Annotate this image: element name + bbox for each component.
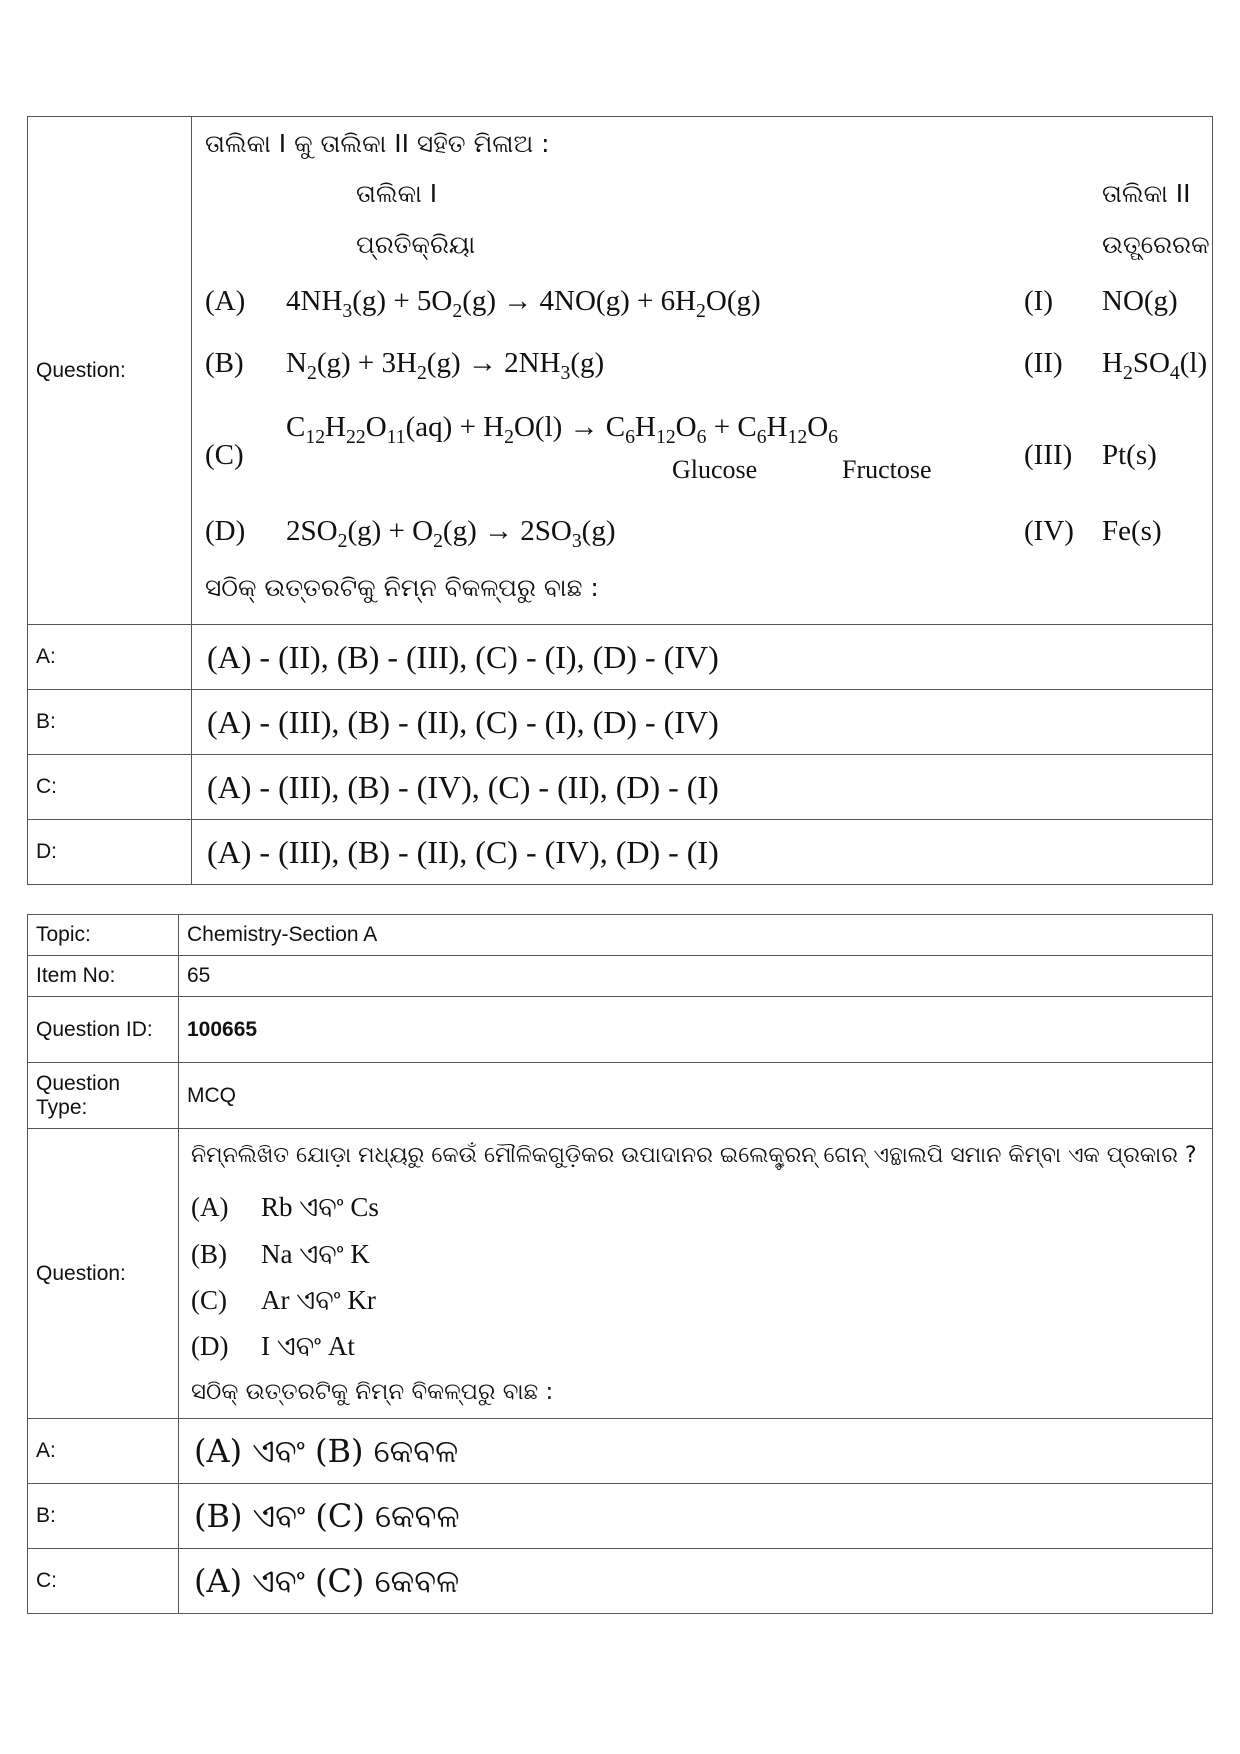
catalyst-ii: $H_2SO_4(l)$ [1102,347,1208,384]
option-text[interactable]: (A) ଏବଂ (C) କେବଳ [179,1549,1213,1614]
catalyst-roman-ii: (II) [1024,347,1063,379]
reaction-d-equation: $2SO_2(g) + O_2(g) \to 2SO_3(g)$ [286,515,616,552]
option-text[interactable]: (A) - (III), (B) - (II), (C) - (I), (D) - (IV) [192,690,1213,755]
option-text[interactable]: (A) - (III), (B) - (IV), (C) - (II), (D) - (I) [192,755,1213,820]
option-row[interactable] [28,1549,1213,1614]
reaction-c-equation: $C_{12}H_{22}O_{11}(aq) + H_2O(l) \to C_6H_{12}O_6 + C_6H_{12}O_6$ [286,411,839,448]
pair-key-d: (D) [191,1331,229,1361]
question-content-cell [179,1129,1213,1419]
option-label: A: [28,1419,179,1484]
reaction-a-equation: $4NH_3(g) + 5O_2(g) \to 4NO(g) + 6H_2O(g)$ [286,285,761,322]
choose-instruction: ସଠିକ୍ ଉତ୍ତରଟିକୁ ନିମ୍ନ ବିକଳ୍ପରୁ ବାଛ : [191,1379,554,1405]
glucose-label: Glucose [672,455,758,484]
option-label: D: [28,820,192,885]
list1-title: ତାଲିକା I [356,179,438,208]
question-id-value: 100665 [179,997,1213,1063]
choose-instruction: ସଠିକ୍ ଉତ୍ତରଟିକୁ ନିମ୍ନ ବିକଳ୍ପରୁ ବାଛ : [205,573,599,602]
catalyst-iii: Pt(s) [1102,439,1157,471]
option-label: B: [28,690,192,755]
list2-title: ତାଲିକା II [1102,179,1191,208]
item-no-label: Item No: [28,956,179,997]
item-no-value: 65 [179,956,1213,997]
option-text[interactable]: (B) ଏବଂ (C) କେବଳ [179,1484,1213,1549]
question-label-cell [28,117,192,625]
catalyst-roman-iv: (IV) [1024,515,1074,547]
pair-key-a: (A) [191,1192,229,1222]
option-row[interactable] [28,690,1213,755]
catalyst-i: NO(g) [1102,285,1178,317]
option-label: C: [28,1549,179,1614]
option-label: A: [28,625,192,690]
reaction-key-b: (B) [205,347,244,379]
topic-label: Topic: [28,915,179,956]
option-row[interactable] [28,1419,1213,1484]
pair-a: Rb ଏବଂ Cs [261,1192,379,1222]
pair-key-c: (C) [191,1285,227,1315]
list2-subtitle: ଉତ୍ପ୍ରେରକ [1102,230,1210,259]
question-content-cell [192,117,1213,625]
question-type-label: Question Type: [28,1063,179,1129]
option-text[interactable]: (A) - (III), (B) - (II), (C) - (IV), (D) - (I) [192,820,1213,885]
question-label: Question: [28,1129,179,1419]
question-label: Question: [36,358,126,382]
option-label: C: [28,755,192,820]
reaction-b-equation: $N_2(g) + 3H_2(g) \to 2NH_3(g)$ [286,347,605,384]
option-label: B: [28,1484,179,1549]
catalyst-roman-iii: (III) [1024,439,1073,471]
option-row[interactable] [28,1484,1213,1549]
question-65-table [27,914,1213,1614]
pair-key-b: (B) [191,1239,227,1269]
question-64-table [27,116,1213,885]
pair-c: Ar ଏବଂ Kr [261,1285,376,1315]
option-text[interactable]: (A) - (II), (B) - (III), (C) - (I), (D) - (IV) [192,625,1213,690]
option-row[interactable] [28,625,1213,690]
option-row[interactable] [28,755,1213,820]
reaction-key-d: (D) [205,515,246,547]
pair-d: I ଏବଂ At [261,1331,355,1361]
fructose-label: Fructose [842,455,932,484]
reaction-key-a: (A) [205,285,246,317]
list1-subtitle: ପ୍ରତିକ୍ରିୟା [356,230,476,259]
question-id-label: Question ID: [28,997,179,1063]
option-text[interactable]: (A) ଏବଂ (B) କେବଳ [179,1419,1213,1484]
catalyst-iv: Fe(s) [1102,515,1162,547]
question-type-value: MCQ [179,1063,1213,1129]
question-text: ନିମ୍ନଲିଖିତ ଯୋଡ଼ା ମଧ୍ୟରୁ କେଉଁ ମୌଳିକଗୁଡ଼ିକର ଉପାଦାନର ଇଲେକ୍ଟ୍ରନ୍ ଗେନ୍ ଏନ୍ଥାଲପି ସମାନ କିମ୍ବା ଏକ ପ୍ରକାର ? [191,1143,1197,1168]
catalyst-roman-i: (I) [1024,285,1053,317]
pair-b: Na ଏବଂ K [261,1239,370,1269]
reaction-key-c: (C) [205,439,244,471]
topic-value: Chemistry-Section A [179,915,1213,956]
option-row[interactable] [28,820,1213,885]
match-heading: ତାଲିକା I କୁ ତାଲିକା II ସହିତ ମିଳାଅ : [205,129,550,158]
